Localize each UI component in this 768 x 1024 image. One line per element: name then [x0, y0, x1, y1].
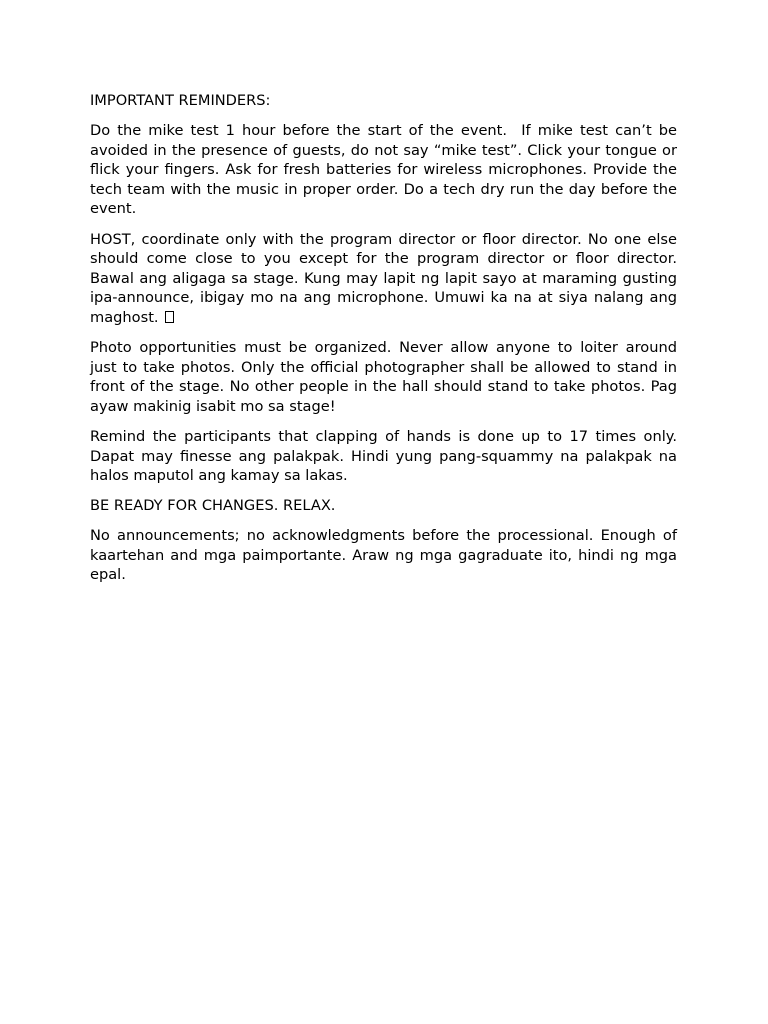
paragraph-no-announcements: No announcements; no acknowledgments before the processional. Enough of kaartehan and mga paimportante. Araw ng mga gagraduate ito, hindi ng mga epal.	[90, 527, 677, 584]
paragraph-host	[90, 230, 677, 328]
document-heading: IMPORTANT REMINDERS:	[90, 92, 271, 109]
paragraph-clapping: Remind the participants that clapping of hands is done up to 17 times only. Dapat may finesse ang palakpak. Hindi yung pang-squammy na palakpak na halos maputol ang kamay sa lakas.	[90, 427, 677, 485]
document-page	[90, 91, 677, 596]
paragraph-mike-test: Do the mike test 1 hour before the start of the event. If mike test can’t be avoided in the presence of guests, do not say “mike test”. Click your tongue or flick your fingers. Ask for fresh batteries for wireless microphones. Provide the tech team with the music in proper order. Do a tech dry run the day before the event.	[90, 122, 677, 218]
paragraph-photo-opportunities: Photo opportunities must be organized. Never allow anyone to loiter around just to take photos. Only the official photographer shall be allowed to stand in front of the stage. No other people in the hall should stand to take photos. Pag ayaw makinig isabit mo sa stage!	[90, 339, 677, 415]
paragraph-host-text: HOST, coordinate only with the program director or floor director. No one else should come close to you except for the program director or floor director. Bawal ang aligaga sa stage. Kung may lapit ng lapit sayo at maraming gusting ipa-announce, ibigay mo na ang microphone. Umuwi ka na at siya nalang ang maghost.	[90, 230, 677, 326]
paragraph-ready-for-changes: BE READY FOR CHANGES. RELAX.	[90, 497, 336, 515]
missing-glyph-icon	[165, 311, 174, 323]
